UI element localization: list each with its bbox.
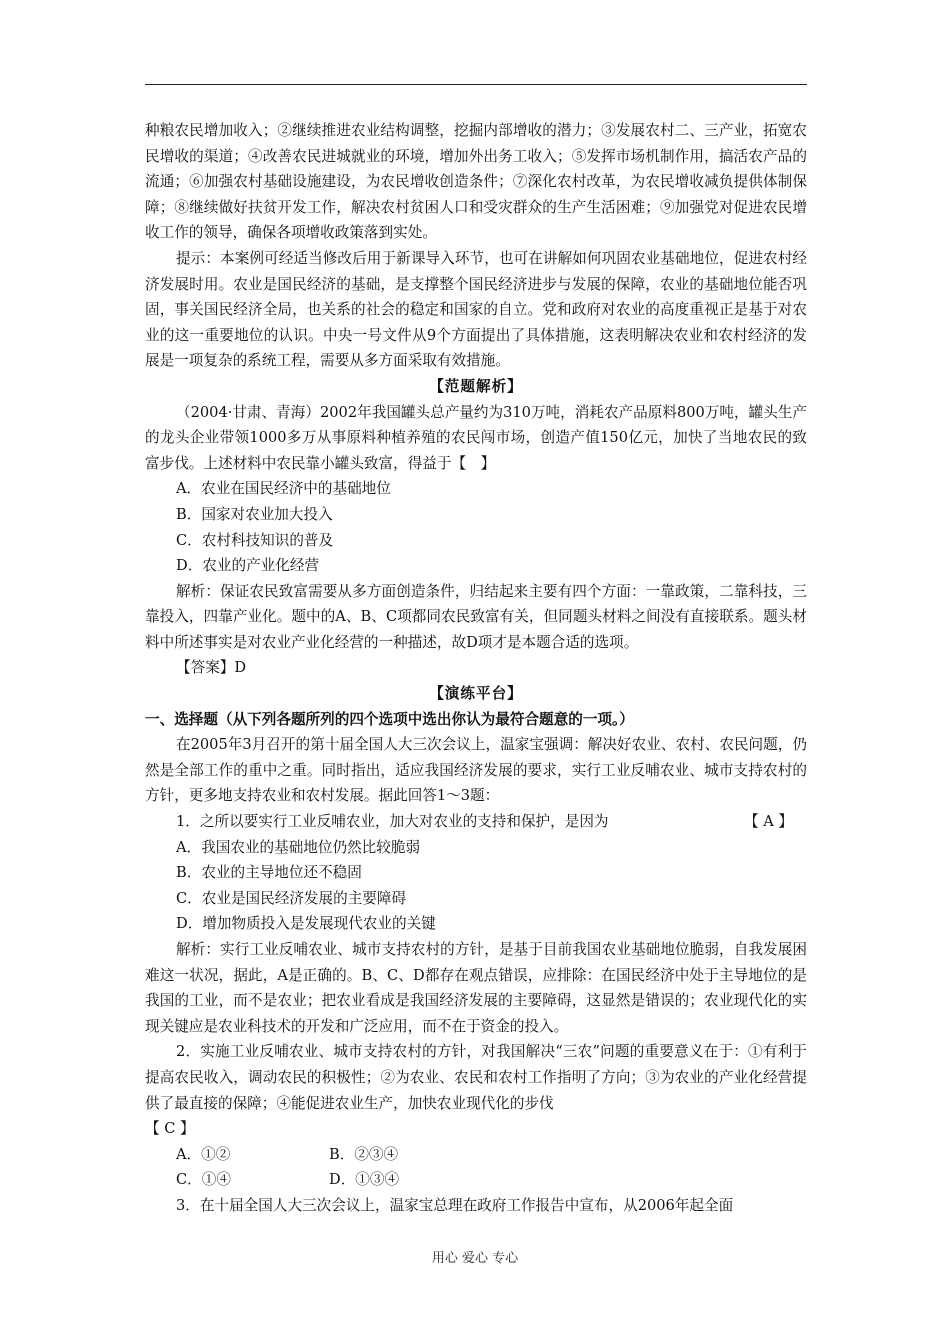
question-1-answer: 【 A 】 bbox=[743, 813, 793, 831]
q2-option-c: C．①④ bbox=[176, 1171, 231, 1189]
q2-options-row-1 bbox=[145, 1142, 807, 1168]
q2-options-row-2 bbox=[145, 1167, 807, 1193]
q1-option-a: A．我国农业的基础地位仍然比较脆弱 bbox=[176, 838, 421, 856]
q1-option-d: D．增加物质投入是发展现代农业的关键 bbox=[176, 915, 436, 933]
heading-practice: 【演练平台】 bbox=[429, 685, 523, 703]
q1-option-c: C．农业是国民经济发展的主要障碍 bbox=[176, 889, 407, 907]
example-answer: 【答案】D bbox=[176, 659, 247, 677]
example-option-b: B．国家对农业加大投入 bbox=[176, 505, 333, 523]
example-question: （2004·甘肃、青海）2002年我国罐头总产量约为310万吨，消耗农产品原料800万吨，罐头生产的龙头企业带领1000多万从事原料种植养殖的农民闯市场，创造产值150亿元，加快了当地农民的致富步伐。上述材料中农民靠小罐头致富，得益于【 】 bbox=[145, 403, 807, 472]
question-1-text: 1．之所以要实行工业反哺农业，加大对农业的支持和保护，是因为 bbox=[176, 813, 609, 831]
heading-example-analysis: 【范题解析】 bbox=[429, 377, 523, 395]
q2-option-b: B．②③④ bbox=[329, 1145, 399, 1163]
question-2: 2．实施工业反哺农业、城市支持农村的方针，对我国解决“三农”问题的重要意义在于：①有利于提高农民收入，调动农民的积极性；②为农业、农民和农村工作指明了方向；③为农业的产业化经营提供了最直接的保障；④能促进农业生产，加快农业现代化的步伐 bbox=[145, 1043, 807, 1112]
document-body bbox=[145, 118, 807, 1219]
q2-option-a: A．①② bbox=[176, 1145, 231, 1163]
example-option-d: D．农业的产业化经营 bbox=[176, 557, 320, 575]
example-option-a: A．农业在国民经济中的基础地位 bbox=[176, 480, 391, 498]
q1-option-b: B．农业的主导地位还不稳固 bbox=[176, 864, 362, 882]
question-2-answer: 【 C 】 bbox=[145, 1120, 195, 1138]
question-3: 3．在十届全国人大三次会议上，温家宝总理在政府工作报告中宣布，从2006年起全面 bbox=[176, 1196, 734, 1214]
paragraph-tip: 提示：本案例可经适当修改后用于新课导入环节，也可在讲解如何巩固农业基础地位，促进农村经济发展时用。农业是国民经济的基础，是支撑整个国民经济进步与发展的保障，农业的基础地位能否巩固，事关国民经济全局，也关系的社会的稳定和国家的自立。党和政府对农业的高度重视正是基于对农业的这一重要地位的认识。中央一号文件从9个方面提出了具体措施，这表明解决农业和农村经济的发展是一项复杂的系统工程，需要从多方面采取有效措施。 bbox=[145, 249, 807, 370]
paragraph-measures: 种粮农民增加收入；②继续推进农业结构调整，挖掘内部增收的潜力；③发展农村二、三产业，拓宽农民增收的渠道；④改善农民进城就业的环境，增加外出务工收入；⑤发挥市场机制作用，搞活农产品的流通；⑥加强农村基础设施建设，为农民增收创造条件；⑦深化农村改革，为农民增收减负提供体制保障；⑧继续做好扶贫开发工作，解决农村贫困人口和受灾群众的生产生活困难；⑨加强党对促进农民增收工作的领导，确保各项增收政策落到实处。 bbox=[145, 122, 807, 242]
question-material: 在2005年3月召开的第十届全国人大三次会议上，温家宝强调：解决好农业、农村、农民问题，仍然是全部工作的重中之重。同时指出，适应我国经济发展的要求，实行工业反哺农业、城市支持农村的方针，更多地支持农业和农村发展。据此回答1～3题： bbox=[145, 736, 807, 805]
example-analysis: 解析：保证农民致富需要从多方面创造条件，归结起来主要有四个方面：一靠政策，二靠科技，三靠投入，四靠产业化。题中的A、B、C项都同农民致富有关，但同题头材料之间没有直接联系。题头材料中所述事实是对农业产业化经营的一种描述，故D项才是本题合适的选项。 bbox=[145, 582, 807, 651]
example-option-c: C．农村科技知识的普及 bbox=[176, 531, 334, 549]
q2-option-d: D．①③④ bbox=[329, 1171, 400, 1189]
section-multiple-choice: 一、选择题（从下列各题所列的四个选项中选出你认为最符合题意的一项。） bbox=[145, 710, 634, 728]
question-1 bbox=[145, 809, 807, 835]
header-rule bbox=[145, 84, 807, 85]
question-1-analysis: 解析：实行工业反哺农业、城市支持农村的方针，是基于目前我国农业基础地位脆弱，自我发展困难这一状况，据此，A是正确的。B、C、D都存在观点错误，应排除：在国民经济中处于主导地位的是我国的工业，而不是农业；把农业看成是我国经济发展的主要障碍，这显然是错误的；农业现代化的实现关键应是农业科技术的开发和广泛应用，而不在于资金的投入。 bbox=[145, 941, 807, 1035]
page-footer: 用心 爱心 专心 bbox=[431, 1251, 519, 1266]
